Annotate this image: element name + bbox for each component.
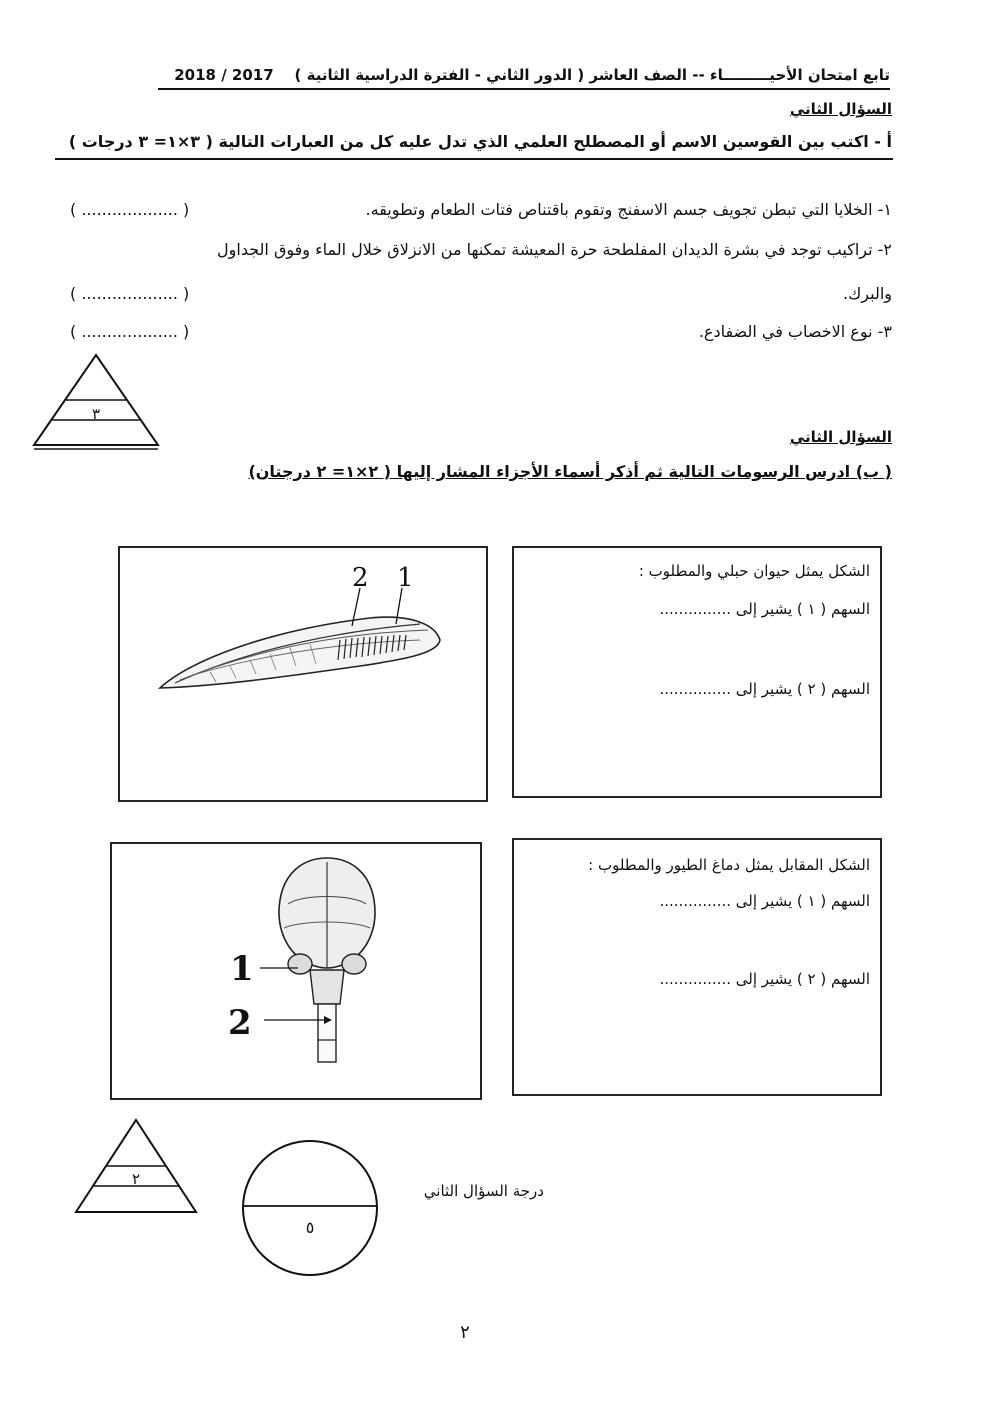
total-score-value: ٥ — [305, 1218, 315, 1237]
figure2-image-box — [110, 842, 482, 1100]
question-item-2: ٢- تراكيب توجد في بشرة الديدان المفلطحة حرة المعيشة تمكنها من الانزلاق خلال الماء وفوق الجداول — [217, 240, 892, 259]
bird-brain-drawing — [112, 844, 480, 1098]
figure1-label-2: 2 — [352, 563, 369, 593]
exam-year: 2018 / 2017 — [174, 66, 274, 84]
page-number: ٢ — [460, 1322, 470, 1343]
question-label-b: السؤال الثاني — [789, 428, 892, 446]
answer-blank-3[interactable]: ( ................... ) — [70, 322, 190, 341]
exam-title: تابع امتحان الأحيـــــــــاء -- الصف العاشر ( الدور الثاني - الفترة الدراسية الثانية ) — [294, 66, 890, 84]
question-item-1: ١- الخلايا التي تبطن تجويف جسم الاسفنج وتقوم باقتناص فتات الطعام وتطويقه. — [365, 200, 892, 219]
score-value-a: ٣ — [91, 405, 101, 423]
instruction-b: ( ب) ادرس الرسومات التالية ثم أذكر أسماء الأجزاء المشار إليها ( ٢×١= ٢ درجتان) — [248, 462, 892, 481]
figure1-image-box — [118, 546, 488, 802]
figure2-label-1: 1 — [230, 949, 254, 989]
instruction-a: أ - اكتب بين القوسين الاسم أو المصطلح العلمي الذي تدل عليه كل من العبارات التالية ( ٣×١= ٣ درجات ) — [68, 132, 892, 151]
score-triangle-b — [72, 1116, 200, 1220]
total-score-label: درجة السؤال الثاني — [423, 1182, 544, 1200]
triangle-icon — [30, 352, 162, 454]
score-triangle-a — [30, 352, 162, 454]
figure2-intro: الشكل المقابل يمثل دماغ الطيور والمطلوب : — [588, 856, 870, 874]
circle-icon — [240, 1138, 380, 1278]
triangle-icon — [72, 1116, 200, 1220]
figure2-arrow2-answer[interactable]: السهم ( ٢ ) يشير إلى ............... — [659, 970, 870, 988]
score-value-b: ٢ — [131, 1170, 141, 1188]
figure2-label-2: 2 — [228, 1003, 252, 1043]
figure2-question-box — [512, 838, 882, 1096]
header-underline — [158, 88, 890, 90]
answer-blank-2[interactable]: ( ................... ) — [70, 284, 190, 303]
instruction-underline — [55, 158, 893, 160]
figure1-intro: الشكل يمثل حيوان حبلي والمطلوب : — [638, 562, 870, 580]
figure1-label-1: 1 — [397, 563, 414, 593]
total-score-circle — [240, 1138, 380, 1278]
figure1-question-box — [512, 546, 882, 798]
question-item-3: ٣- نوع الاخصاب في الضفادع. — [698, 322, 892, 341]
lancelet-drawing — [120, 548, 486, 800]
question-label-a: السؤال الثاني — [789, 100, 892, 118]
figure2-arrow1-answer[interactable]: السهم ( ١ ) يشير إلى ............... — [659, 892, 870, 910]
exam-header — [150, 66, 890, 84]
answer-blank-1[interactable]: ( ................... ) — [70, 200, 190, 219]
figure1-arrow2-answer[interactable]: السهم ( ٢ ) يشير إلى ............... — [659, 680, 870, 698]
question-item-2-cont: والبرك. — [843, 284, 892, 303]
figure1-arrow1-answer[interactable]: السهم ( ١ ) يشير إلى ............... — [659, 600, 870, 618]
